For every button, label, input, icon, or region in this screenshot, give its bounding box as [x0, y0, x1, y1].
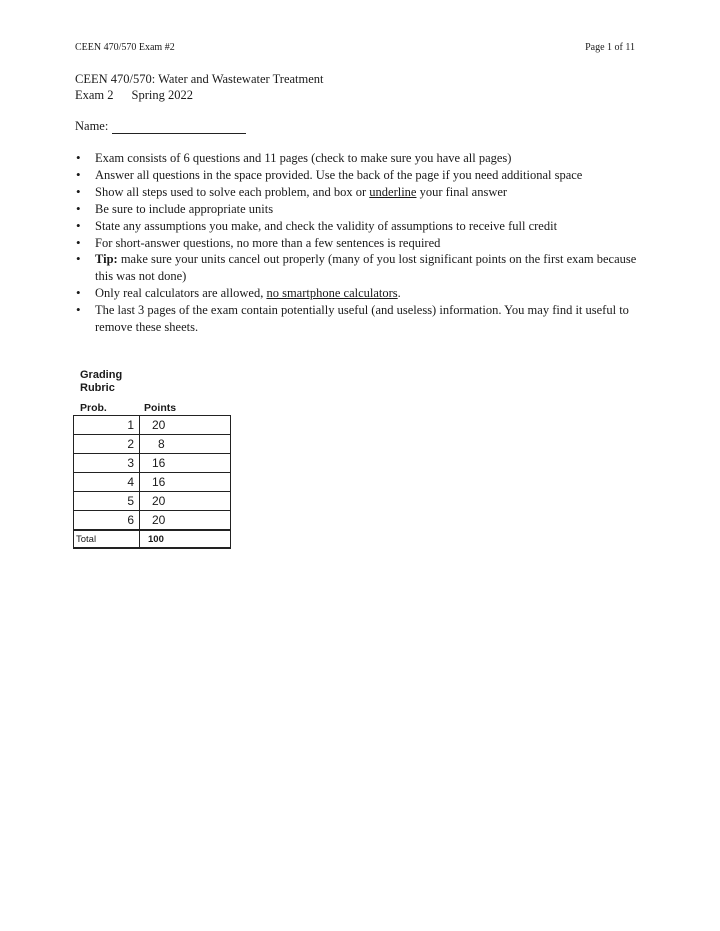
exam-term: Spring 2022	[131, 88, 194, 102]
rubric-prob-cell: 3	[74, 454, 140, 473]
title-block	[75, 71, 324, 103]
rubric-total-label: Total	[74, 530, 140, 548]
course-title: CEEN 470/570: Water and Wastewater Treatment	[75, 72, 324, 86]
rubric-prob-cell: 2	[74, 435, 140, 454]
instruction-item: • The last 3 pages of the exam contain potentially useful (and useless) information. You may find it useful to remove these sheets.	[75, 302, 655, 336]
table-row	[74, 492, 231, 511]
rubric-prob-cell: 6	[74, 511, 140, 531]
instruction-item: • Exam consists of 6 questions and 11 pages (check to make sure you have all pages)	[75, 150, 655, 167]
page-number: Page 1 of 11	[585, 42, 635, 53]
rubric-prob-cell: 4	[74, 473, 140, 492]
rubric-col-prob: Prob.	[80, 402, 107, 414]
instruction-item: • Be sure to include appropriate units	[75, 201, 655, 218]
table-row	[74, 473, 231, 492]
rubric-prob-cell: 1	[74, 416, 140, 435]
instruction-item: • Answer all questions in the space provided. Use the back of the page if you need additional space	[75, 167, 655, 184]
table-row	[74, 416, 231, 435]
page-header	[75, 42, 635, 53]
table-row	[74, 511, 231, 531]
name-field	[75, 119, 246, 134]
exam-number: Exam 2	[75, 88, 114, 102]
instruction-item: • For short-answer questions, no more than a few sentences is required	[75, 235, 655, 252]
rubric-points-cell: 8	[140, 435, 231, 454]
table-row	[74, 435, 231, 454]
table-row	[74, 454, 231, 473]
rubric-total-row	[74, 530, 231, 548]
rubric-total-points: 100	[140, 530, 231, 548]
exam-line	[75, 87, 324, 103]
grading-rubric-table	[73, 415, 231, 549]
underline-word: underline	[369, 184, 417, 199]
rubric-col-points: Points	[144, 402, 177, 414]
no-smartphone-note: no smartphone calculators	[266, 286, 398, 301]
header-course-exam: CEEN 470/570 Exam #2	[75, 42, 175, 53]
rubric-points-cell: 16	[140, 454, 231, 473]
rubric-points-cell: 16	[140, 473, 231, 492]
tip-label: Tip:	[95, 252, 118, 267]
rubric-points-cell: 20	[140, 511, 231, 531]
rubric-points-cell: 20	[140, 492, 231, 511]
instruction-item: • Tip: make sure your units cancel out properly (many of you lost significant points on the first exam because this was not done)	[75, 251, 655, 285]
instruction-item: • Only real calculators are allowed, no smartphone calculators.	[75, 285, 655, 302]
rubric-title: Grading Rubric	[80, 369, 123, 394]
instruction-item: • State any assumptions you make, and check the validity of assumptions to receive full credit	[75, 218, 655, 235]
rubric-prob-cell: 5	[74, 492, 140, 511]
rubric-points-cell: 20	[140, 416, 231, 435]
name-label: Name:	[75, 119, 109, 133]
instructions-list	[75, 150, 655, 336]
instruction-item: • Show all steps used to solve each problem, and box or underline your final answer	[75, 184, 655, 201]
name-blank-line	[112, 121, 246, 134]
